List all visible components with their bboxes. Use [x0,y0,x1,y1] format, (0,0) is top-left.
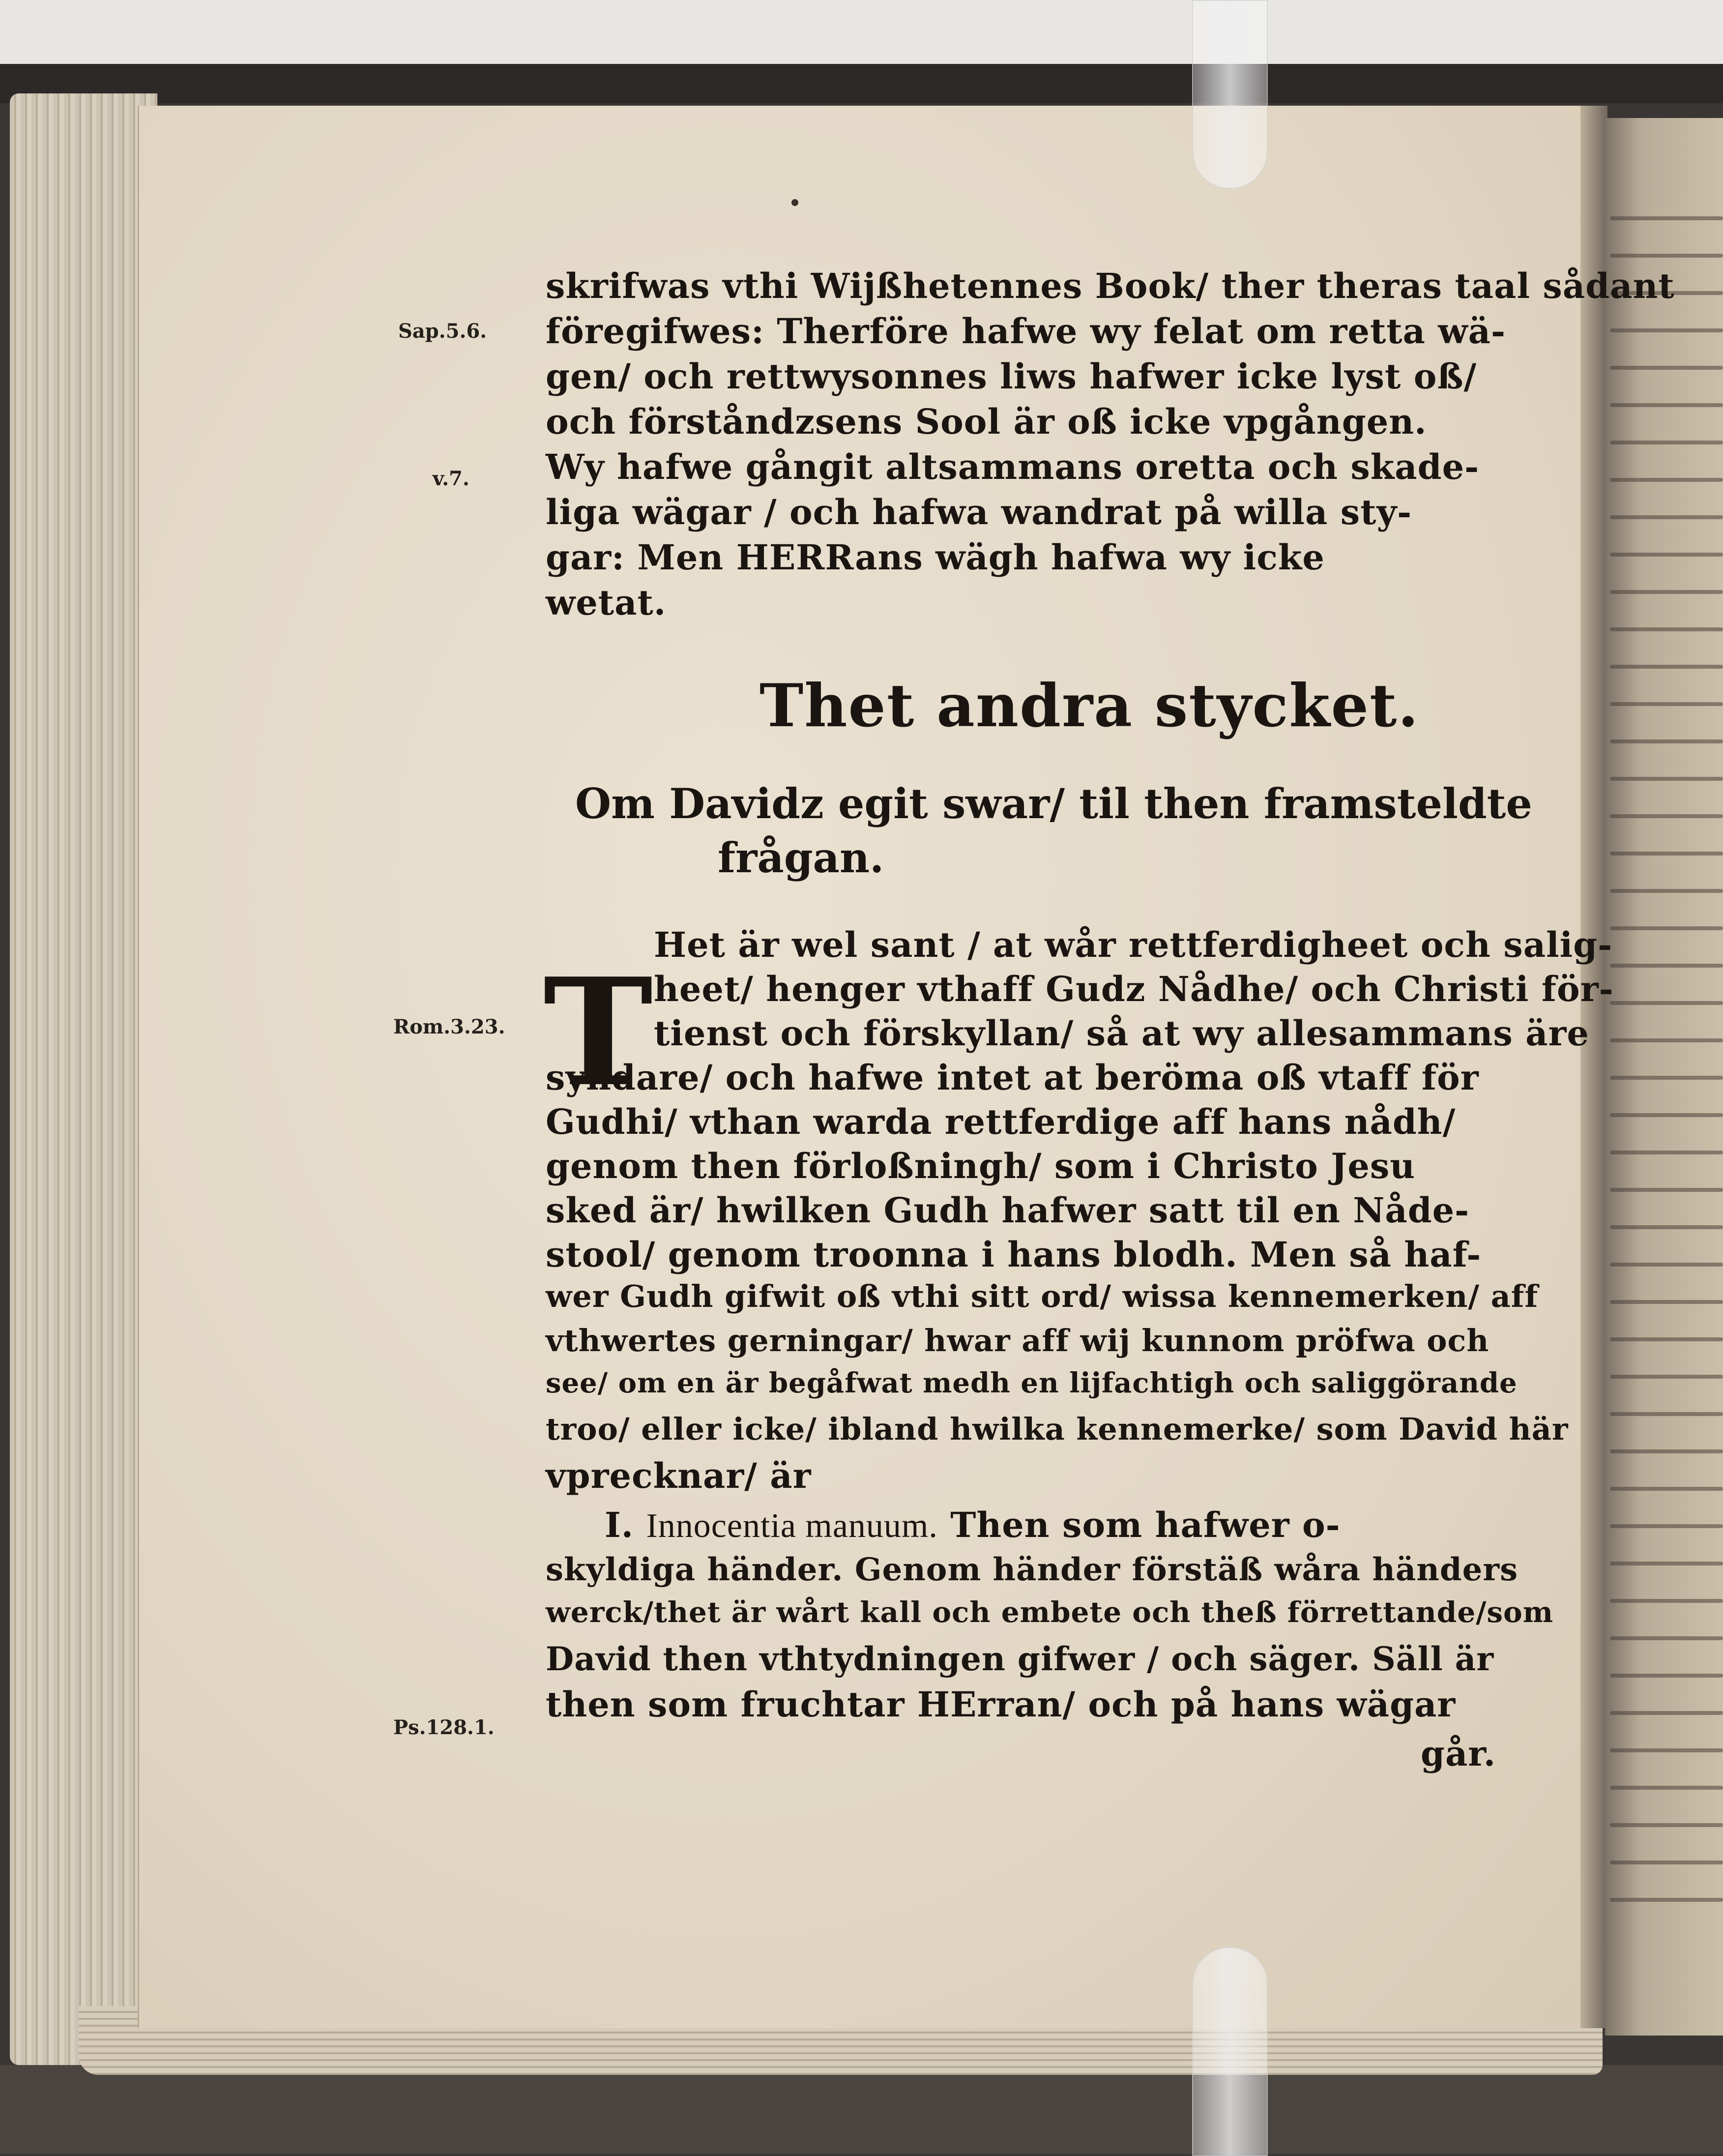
text-line: wer Gudh gifwit oß vthi sitt ord/ wissa kennemerken/ aff [546,1278,1539,1314]
text-line: then som fruchtar HErran/ och på hans wägar [546,1684,1456,1725]
text-line: Het är wel sant / at wår rettferdigheet och salig- [654,924,1613,965]
text-line: vprecknar/ är [546,1455,812,1496]
book-gutter [1580,106,1607,2028]
book-cover-top [0,64,1723,103]
page-clip-top [1192,0,1268,189]
facing-page-text-lines [1610,216,1723,1935]
text-line: liga wägar / och hafwa wandrat på willa sty- [546,492,1412,532]
text-line: föregifwes: Therföre hafwe wy felat om retta wä- [546,311,1506,352]
drop-cap: T [543,945,653,1119]
text-line: skrifwas vthi Wijßhetennes Book/ ther theras taal sådant [546,266,1675,306]
text-line: gen/ och rettwysonnes liws hafwer icke lyst oß/ [546,356,1477,397]
text-line: genom then förloßningh/ som i Christo Jesu [546,1146,1416,1186]
item-numeral: I. [605,1505,634,1545]
margin-note-ps: Ps.128.1. [393,1716,495,1739]
text-line: Gudhi/ vthan warda rettferdige aff hans nådh/ [546,1101,1456,1142]
subheading-line: Om Davidz egit swar/ til then framsteldte [575,779,1532,828]
text-line: Wy hafwe gångit altsammans oretta och skade- [546,446,1480,487]
item-latin-title: Innocentia manuum. [646,1507,938,1545]
text-line: skyldiga händer. Genom händer förstäß wåra händers [546,1551,1519,1588]
margin-note-v7: v.7. [433,467,469,490]
text-line: och förståndzsens Sool är oß icke vpgången. [546,401,1427,442]
catchword: går. [1421,1733,1496,1774]
ink-mark [791,199,798,206]
page-edges-left [10,93,157,2065]
text-line: gar: Men HERRans wägh hafwa wy icke [546,537,1325,578]
item-text: Then som hafwer o- [950,1505,1341,1545]
margin-note-rom: Rom.3.23. [393,1015,505,1038]
text-line: wetat. [546,582,667,623]
text-line: heet/ henger vthaff Gudz Nådhe/ och Christi för- [654,969,1614,1009]
text-line: werck/thet är wårt kall och embete och theß förrettande/som [546,1595,1554,1629]
margin-note-sap: Sap.5.6. [398,320,487,343]
text-line: tienst och förskyllan/ så at wy allesammans äre [654,1013,1589,1054]
text-line: sked är/ hwilken Gudh hafwer satt til en Nåde- [546,1190,1470,1231]
page-clip-bottom [1192,1947,1268,2156]
text-line: see/ om en är begåfwat medh en lijfachtigh och saliggörande [546,1367,1518,1399]
scanner-background-top [0,0,1723,74]
book-cover-bottom [0,2065,1723,2154]
section-heading: Thet andra stycket. [759,671,1420,740]
text-line: vthwertes gerningar/ hwar aff wij kunnom pröfwa och [546,1323,1489,1359]
text-line: syndare/ och hafwe intet at beröma oß vtaff för [546,1057,1479,1098]
text-line: stool/ genom troonna i hans blodh. Men så haf- [546,1234,1482,1275]
facing-page [1605,118,1723,2036]
item-line [605,1505,1341,1546]
text-line: troo/ eller icke/ ibland hwilka kennemerke/ som David här [546,1411,1569,1447]
text-line: David then vthtydningen gifwer / och säger. Säll är [546,1640,1494,1678]
subheading-line: frågan. [718,833,884,882]
